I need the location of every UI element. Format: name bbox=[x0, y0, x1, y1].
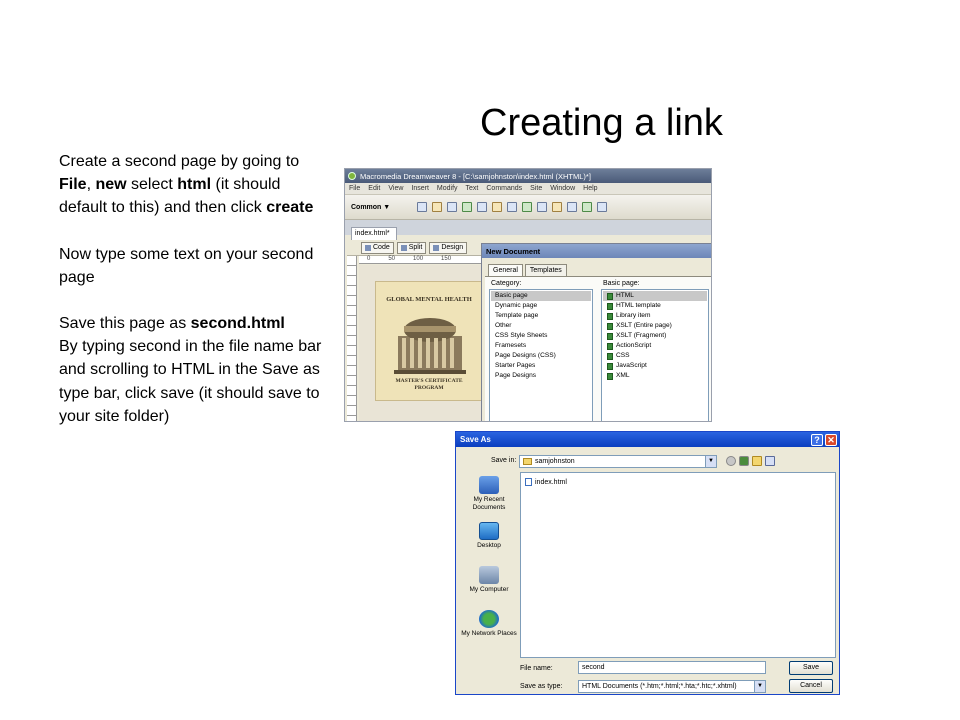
document-toolbar bbox=[347, 240, 487, 256]
basic-page-item[interactable]: HTML bbox=[603, 291, 707, 301]
basic-page-item[interactable]: CSS bbox=[603, 351, 707, 361]
dreamweaver-window bbox=[344, 168, 712, 422]
document-tab[interactable]: index.html* bbox=[351, 227, 397, 241]
menu-insert[interactable]: Insert bbox=[411, 185, 429, 192]
save-button[interactable]: Save bbox=[789, 661, 833, 675]
date-icon[interactable] bbox=[522, 202, 532, 212]
basic-page-label: Basic page: bbox=[603, 280, 640, 287]
category-item[interactable]: Other bbox=[495, 322, 512, 329]
instruction-step-2: Now type some text on your second page bbox=[59, 245, 314, 286]
file-type-icon bbox=[607, 353, 613, 360]
place-my-recent-documents[interactable]: My Recent Documents bbox=[460, 476, 518, 512]
chevron-down-icon[interactable]: ▼ bbox=[705, 456, 716, 467]
media-icon[interactable] bbox=[507, 202, 517, 212]
comment-icon[interactable] bbox=[537, 202, 547, 212]
tab-templates[interactable]: Templates bbox=[525, 264, 567, 276]
desktop-icon bbox=[479, 522, 499, 540]
tab-general[interactable]: General bbox=[488, 264, 523, 277]
dreamweaver-menubar bbox=[345, 183, 711, 195]
menu-edit[interactable]: Edit bbox=[368, 185, 381, 192]
file-type-icon bbox=[607, 293, 613, 300]
horizontal-ruler: 0 50 100 150 bbox=[359, 256, 487, 264]
file-type-icon bbox=[607, 313, 613, 320]
back-icon[interactable] bbox=[726, 456, 736, 466]
view-menu-icon[interactable] bbox=[765, 456, 775, 466]
image-icon[interactable] bbox=[492, 202, 502, 212]
instruction-step-3: Save this page as second.html bbox=[59, 315, 285, 333]
category-item[interactable]: Page Designs bbox=[495, 372, 537, 379]
global-mental-health-logo-image: GLOBAL MENTAL HEALTH MASTER'S CERTIFICATE PROGRAM bbox=[375, 281, 483, 401]
save-in-label: Save in: bbox=[491, 457, 517, 464]
script-icon[interactable] bbox=[567, 202, 577, 212]
close-button[interactable]: ✕ bbox=[825, 434, 837, 446]
split-view-button[interactable]: Split bbox=[397, 242, 427, 254]
recent-documents-icon bbox=[479, 476, 499, 494]
insert-category-dropdown[interactable]: Common ▼ bbox=[351, 203, 391, 211]
dreamweaver-window-title: Macromedia Dreamweaver 8 - [C:\samjohnston\index.html (XHTML)*] bbox=[360, 171, 591, 181]
basic-page-item[interactable]: XSLT (Entire page) bbox=[603, 321, 707, 331]
table-icon[interactable] bbox=[462, 202, 472, 212]
templates-icon[interactable] bbox=[582, 202, 592, 212]
category-item[interactable]: Template page bbox=[495, 312, 539, 319]
file-type-icon bbox=[607, 323, 613, 330]
menu-file[interactable]: File bbox=[349, 185, 361, 192]
design-view-button[interactable]: Design bbox=[429, 242, 467, 254]
category-item[interactable]: Basic page bbox=[491, 291, 591, 301]
basic-page-item[interactable]: HTML template bbox=[603, 301, 707, 311]
save-as-title: Save As bbox=[460, 435, 491, 444]
named-anchor-icon[interactable] bbox=[447, 202, 457, 212]
basic-page-list bbox=[601, 289, 709, 422]
file-type-icon bbox=[607, 303, 613, 310]
code-view-button[interactable]: Code bbox=[361, 242, 394, 254]
place-desktop[interactable]: Desktop bbox=[460, 522, 518, 550]
slide-title: Creating a link bbox=[480, 102, 723, 144]
place-my-computer[interactable]: My Computer bbox=[460, 566, 518, 594]
insert-bar bbox=[345, 195, 711, 220]
basic-page-item[interactable]: JavaScript bbox=[603, 361, 707, 371]
new-folder-icon[interactable] bbox=[752, 456, 762, 466]
file-type-icon bbox=[607, 343, 613, 350]
place-my-network-places[interactable]: My Network Places bbox=[460, 610, 518, 638]
basic-page-item[interactable]: XSLT (Fragment) bbox=[603, 331, 707, 341]
cancel-button[interactable]: Cancel bbox=[789, 679, 833, 693]
save-as-type-label: Save as type: bbox=[520, 683, 563, 690]
head-icon[interactable] bbox=[552, 202, 562, 212]
category-list bbox=[489, 289, 593, 422]
save-as-titlebar bbox=[456, 432, 839, 447]
folder-icon bbox=[523, 458, 532, 465]
file-type-icon bbox=[607, 363, 613, 370]
menu-modify[interactable]: Modify bbox=[436, 185, 458, 192]
save-as-nav-buttons bbox=[726, 456, 775, 466]
design-view-icon bbox=[433, 245, 439, 251]
basic-page-item[interactable]: ActionScript bbox=[603, 341, 707, 351]
network-places-icon bbox=[479, 610, 499, 628]
file-type-icon bbox=[607, 373, 613, 380]
save-as-type-dropdown[interactable]: HTML Documents (*.htm;*.html;*.hta;*.htc;*.xhtml) ▼ bbox=[578, 680, 766, 693]
dreamweaver-titlebar bbox=[345, 169, 711, 183]
file-name-label: File name: bbox=[520, 665, 553, 672]
computer-icon bbox=[479, 566, 499, 584]
save-in-dropdown[interactable]: samjohnston ▼ bbox=[519, 455, 717, 468]
hyperlink-icon[interactable] bbox=[417, 202, 427, 212]
menu-site[interactable]: Site bbox=[530, 185, 543, 192]
design-canvas[interactable] bbox=[359, 265, 487, 422]
code-view-icon bbox=[365, 245, 371, 251]
category-item[interactable]: Page Designs (CSS) bbox=[495, 352, 556, 359]
category-item[interactable]: Framesets bbox=[495, 342, 527, 349]
help-button[interactable]: ? bbox=[811, 434, 823, 446]
category-item[interactable]: Dynamic page bbox=[495, 302, 538, 309]
document-area-divider bbox=[345, 220, 711, 235]
email-link-icon[interactable] bbox=[432, 202, 442, 212]
instructions bbox=[59, 150, 327, 428]
menu-commands[interactable]: Commands bbox=[486, 185, 523, 192]
split-view-icon bbox=[401, 245, 407, 251]
tag-chooser-icon[interactable] bbox=[597, 202, 607, 212]
instruction-step-1: Create a second page by going to File, new select html (it should default to this) and then click create bbox=[59, 153, 314, 217]
file-name-input[interactable]: second bbox=[578, 661, 766, 674]
basic-page-item[interactable]: XML bbox=[603, 371, 707, 381]
dreamweaver-logo-icon bbox=[348, 172, 356, 180]
save-as-dialog bbox=[455, 431, 840, 695]
basic-page-item[interactable]: Library item bbox=[603, 311, 707, 321]
instruction-step-4: By typing second in the file name bar and scrolling to HTML in the Save as type bar, click save (it should save to your site folder) bbox=[59, 338, 322, 425]
menu-window[interactable]: Window bbox=[550, 185, 576, 192]
file-list[interactable] bbox=[520, 472, 836, 658]
file-type-icon bbox=[607, 333, 613, 340]
new-document-title: New Document bbox=[482, 244, 712, 258]
category-item[interactable]: Starter Pages bbox=[495, 362, 536, 369]
category-label: Category: bbox=[491, 280, 522, 287]
html-file-icon bbox=[525, 478, 532, 486]
new-document-dialog bbox=[481, 243, 712, 422]
menu-help[interactable]: Help bbox=[583, 185, 598, 192]
vertical-ruler bbox=[347, 256, 357, 422]
up-folder-icon[interactable] bbox=[739, 456, 749, 466]
menu-text[interactable]: Text bbox=[465, 185, 479, 192]
chevron-down-icon[interactable]: ▼ bbox=[754, 681, 765, 692]
list-item[interactable]: index.html bbox=[525, 478, 567, 486]
menu-view[interactable]: View bbox=[388, 185, 404, 192]
new-document-body bbox=[485, 276, 712, 422]
category-item[interactable]: CSS Style Sheets bbox=[495, 332, 548, 339]
layer-icon[interactable] bbox=[477, 202, 487, 212]
